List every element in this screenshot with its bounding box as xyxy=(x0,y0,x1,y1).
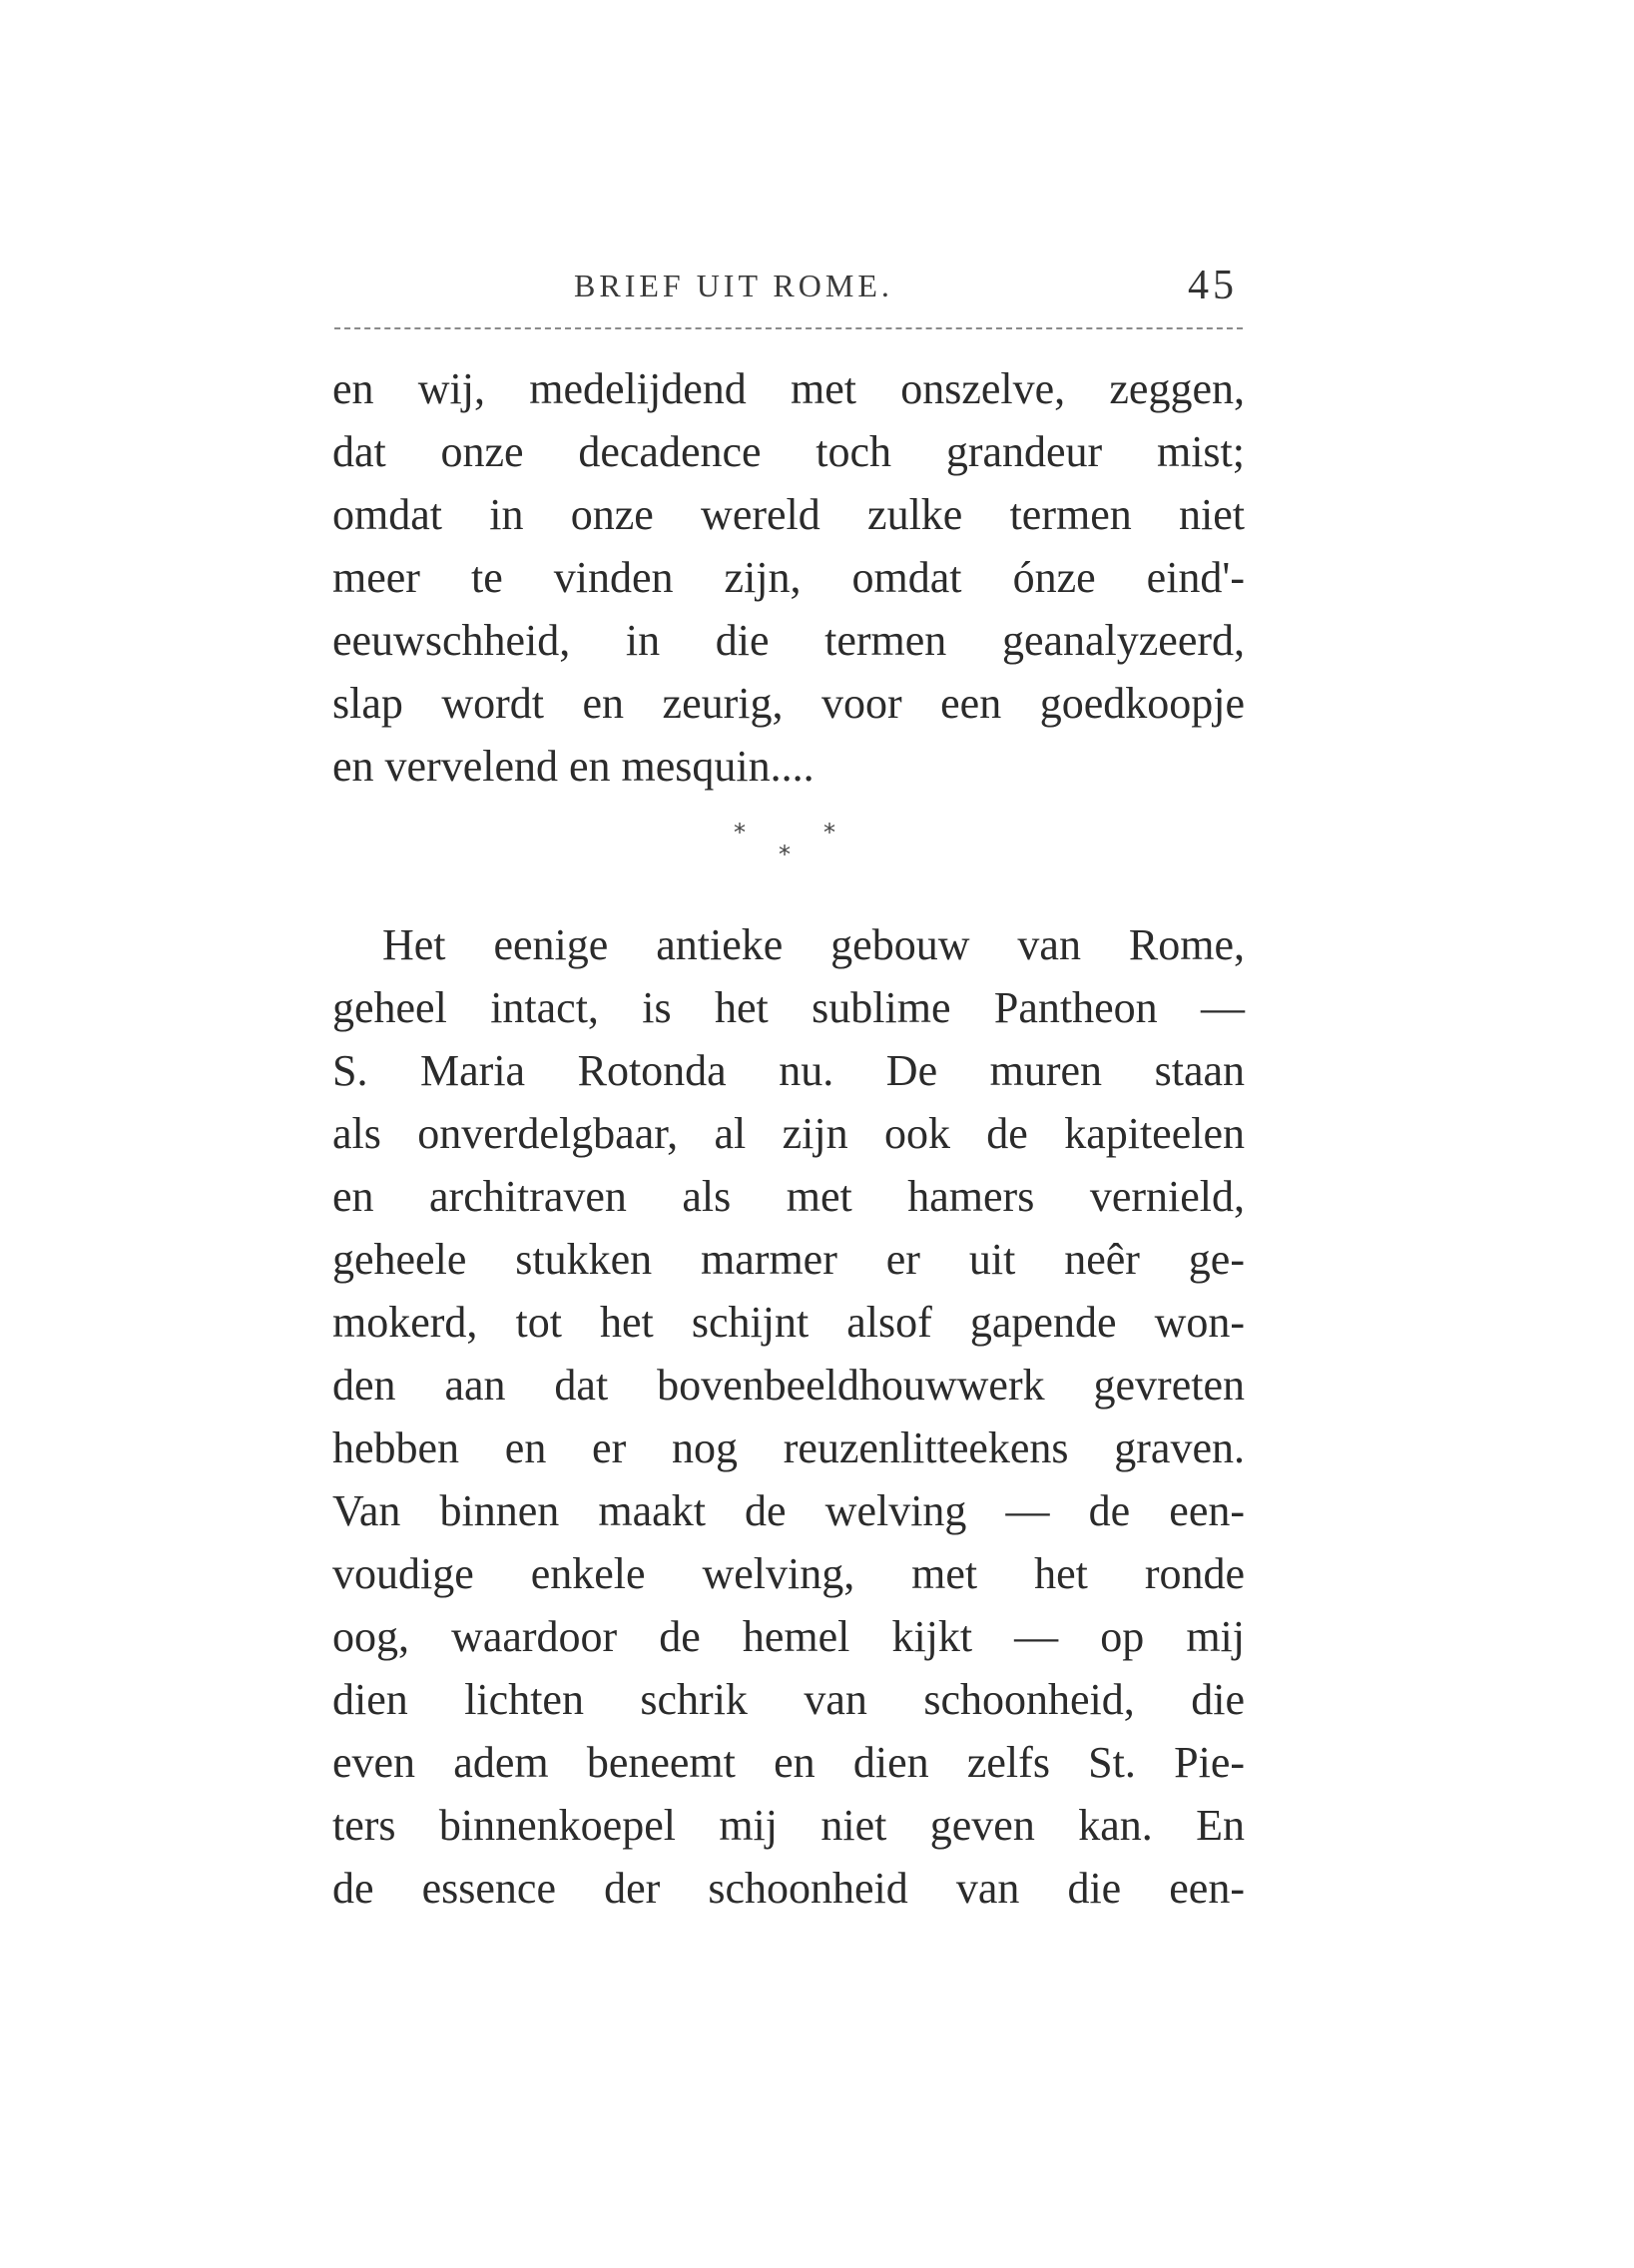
paragraph-2 xyxy=(332,913,1245,1920)
text-line: ters binnenkoepel mij niet geven kan. En xyxy=(332,1801,1245,1850)
asterisk-icon: * xyxy=(734,819,746,847)
text-line: omdat in onze wereld zulke termen niet xyxy=(332,490,1245,539)
page-number: 45 xyxy=(1188,263,1238,308)
text-line: S. Maria Rotonda nu. De muren staan xyxy=(332,1046,1245,1095)
text-line: geheele stukken marmer er uit neêr ge- xyxy=(332,1235,1245,1284)
text-line: Het eenige antieke gebouw van Rome, xyxy=(382,920,1245,969)
running-header: BRIEF UIT ROME. xyxy=(574,268,893,303)
text-line: geheel intact, is het sublime Pantheon — xyxy=(332,983,1245,1032)
text-line: hebben en er nog reuzenlitteekens graven. xyxy=(332,1423,1245,1472)
text-line: als onverdelgbaar, al zijn ook de kapiteelen xyxy=(332,1109,1245,1158)
text-line: meer te vinden zijn, omdat ónze eind'- xyxy=(332,553,1245,602)
asterisk-icon: * xyxy=(823,819,835,847)
text-line: Van binnen maakt de welving — de een- xyxy=(332,1486,1245,1535)
text-line: eeuwschheid, in die termen geanalyzeerd, xyxy=(332,616,1245,665)
text-line: en vervelend en mesquin.... xyxy=(332,742,815,791)
paragraph-1 xyxy=(332,357,1245,798)
text-line: voudige enkele welving, met het ronde xyxy=(332,1549,1245,1598)
asterisk-icon: * xyxy=(779,841,791,868)
text-line: en architraven als met hamers vernield, xyxy=(332,1172,1245,1221)
text-line: de essence der schoonheid van die een- xyxy=(332,1864,1245,1913)
text-line: en wij, medelijdend met onszelve, zeggen, xyxy=(332,364,1245,413)
text-line: oog, waardoor de hemel kijkt — op mij xyxy=(332,1612,1245,1661)
section-asterism xyxy=(729,819,858,878)
text-line: mokerd, tot het schijnt alsof gapende won- xyxy=(332,1298,1245,1347)
text-line: den aan dat bovenbeeldhouwwerk gevreten xyxy=(332,1361,1245,1410)
text-line: even adem beneemt en dien zelfs St. Pie- xyxy=(332,1738,1245,1787)
text-line: dien lichten schrik van schoonheid, die xyxy=(332,1675,1245,1724)
text-line: dat onze decadence toch grandeur mist; xyxy=(332,427,1245,476)
header-rule xyxy=(334,327,1243,329)
text-line: slap wordt en zeurig, voor een goedkoopje xyxy=(332,679,1245,728)
